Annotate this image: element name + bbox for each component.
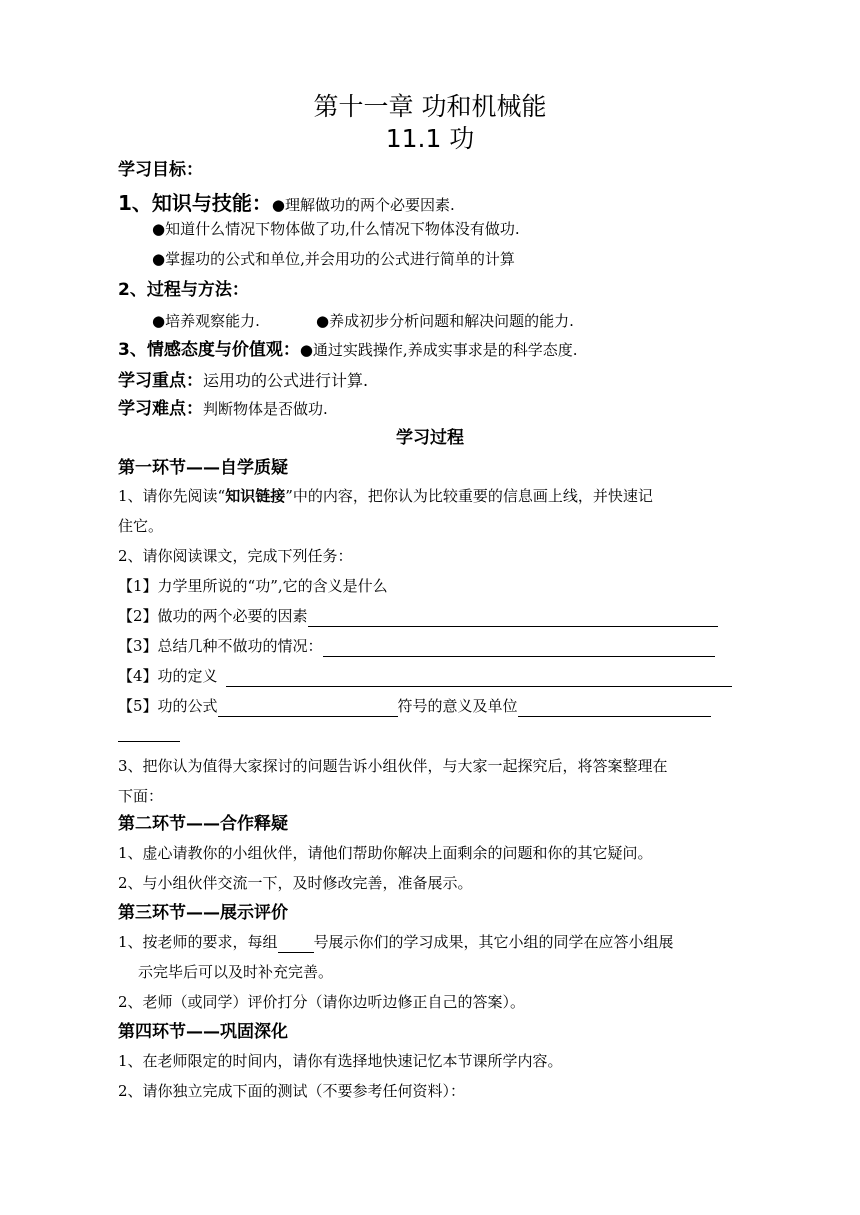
stage4-item2: 2、请你独立完成下面的测试（不要参考任何资料）： bbox=[118, 1082, 466, 1100]
formula-blank[interactable] bbox=[218, 698, 398, 717]
knowledge-label: 1、知识与技能： bbox=[118, 191, 272, 215]
stage1-item1-cont: 住它。 bbox=[118, 517, 164, 535]
difficult-point-row bbox=[118, 397, 328, 421]
units-blank[interactable] bbox=[518, 698, 711, 717]
knowledge-item: ●理解做功的两个必要因素. bbox=[271, 196, 455, 214]
knowledge-row bbox=[118, 187, 455, 216]
stage1-item2: 2、请你阅读课文，完成下列任务： bbox=[118, 547, 353, 565]
stage2-item2: 2、与小组伙伴交流一下，及时修改完善，准备展示。 bbox=[118, 874, 473, 892]
stage4-item1: 1、在老师限定的时间内，请你有选择地快速记忆本节课所学内容。 bbox=[118, 1052, 563, 1070]
difficult-point-label: 学习难点： bbox=[118, 399, 203, 419]
chapter-title: 第十一章 功和机械能 bbox=[313, 92, 547, 121]
difficult-point-text: 判断物体是否做功. bbox=[203, 400, 328, 418]
group-number-blank[interactable] bbox=[278, 934, 314, 953]
emotion-label: 3、情感态度与价值观： bbox=[118, 340, 300, 360]
task-3: 【3】总结几种不做功的情况： bbox=[118, 635, 744, 657]
answer-blank[interactable] bbox=[308, 608, 718, 627]
answer-blank[interactable] bbox=[226, 668, 732, 687]
stage3-item2: 2、老师（或同学）评价打分（请你边听边修正自己的答案）。 bbox=[118, 993, 526, 1011]
key-point-row bbox=[118, 368, 368, 393]
stage4-heading: 第四环节——巩固深化 bbox=[118, 1022, 288, 1042]
stage2-item1: 1、虚心请教你的小组伙伴，请他们帮助你解决上面剩余的问题和你的其它疑问。 bbox=[118, 844, 653, 862]
stage3-item1-cont: 示完毕后可以及时补充完善。 bbox=[138, 963, 334, 981]
key-point-text: 运用功的公式进行计算. bbox=[203, 371, 369, 390]
emotion-item: ●通过实践操作,养成实事求是的科学态度. bbox=[299, 341, 578, 359]
key-point-label: 学习重点： bbox=[118, 371, 203, 391]
stage1-item3: 3、把你认为值得大家探讨的问题告诉小组伙伴，与大家一起探究后，将答案整理在 bbox=[118, 757, 668, 775]
section-title: 11.1 功 bbox=[385, 124, 475, 153]
objectives-heading: 学习目标： bbox=[118, 160, 203, 180]
knowledge-item: ●掌握功的公式和单位,并会用功的公式进行简单的计算 bbox=[152, 250, 515, 268]
process-item: ●养成初步分析问题和解决问题的能力. bbox=[316, 312, 574, 330]
task-1: 【1】力学里所说的“功”,它的含义是什么 bbox=[118, 577, 388, 595]
task-2: 【2】做功的两个必要的因素 bbox=[118, 605, 744, 627]
units-blank-cont[interactable] bbox=[118, 723, 180, 742]
answer-blank[interactable] bbox=[323, 638, 715, 657]
process-item: ●培养观察能力. bbox=[152, 312, 260, 330]
stage2-heading: 第二环节——合作释疑 bbox=[118, 814, 288, 834]
knowledge-item: ●知道什么情况下物体做了功,什么情况下物体没有做功. bbox=[152, 220, 520, 238]
process-label: 2、过程与方法： bbox=[118, 280, 249, 300]
stage1-heading: 第一环节——自学质疑 bbox=[118, 458, 288, 478]
stage1-item3-cont: 下面： bbox=[118, 787, 164, 805]
task-4: 【4】功的定义 bbox=[118, 665, 744, 687]
emotion-row bbox=[118, 338, 577, 362]
stage3-heading: 第三环节——展示评价 bbox=[118, 903, 288, 923]
task-5: 【5】功的公式 符号的意义及单位 bbox=[118, 695, 744, 717]
process-heading: 学习过程 bbox=[396, 428, 464, 448]
stage1-item1: 1、请你先阅读“知识链接”中的内容，把你认为比较重要的信息画上线，并快速记 bbox=[118, 487, 653, 505]
stage3-item1: 1、按老师的要求，每组 号展示你们的学习成果，其它小组的同学在应答小组展 bbox=[118, 933, 674, 951]
knowledge-link-term: 知识链接 bbox=[225, 487, 286, 505]
